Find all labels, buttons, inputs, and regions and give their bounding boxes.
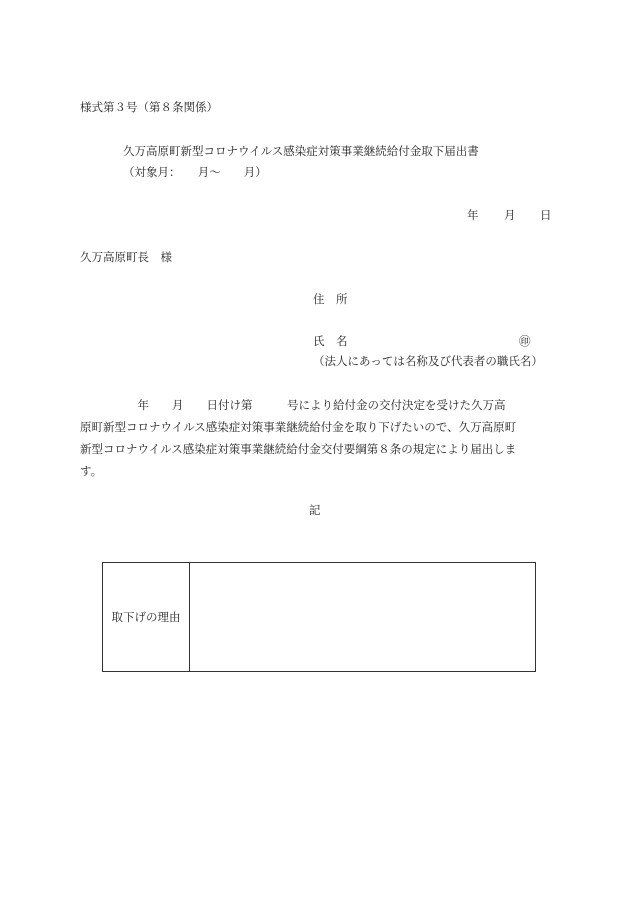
reason-label-cell bbox=[103, 563, 190, 671]
reason-label: 取下げの理由 bbox=[111, 610, 181, 624]
body-paragraph bbox=[80, 394, 550, 482]
name-note: （法人にあっては名称及び代表者の職氏名） bbox=[313, 354, 543, 368]
document-title: 久万高原町新型コロナウイルス感染症対策事業継続給付金取下届出書 bbox=[123, 144, 479, 158]
ki-heading: 記 bbox=[309, 503, 321, 517]
body-line: 年 月 日付け第 号により給付金の交付決定を受けた久万高 bbox=[80, 398, 506, 412]
reason-table bbox=[102, 562, 536, 672]
address-label: 住 所 bbox=[313, 292, 348, 306]
reason-value-cell[interactable] bbox=[190, 563, 535, 671]
form-number: 様式第３号（第８条関係） bbox=[80, 100, 218, 114]
body-line: 新型コロナウイルス感染症対策事業継続給付金交付要綱第８条の規定により届出しま bbox=[80, 442, 517, 456]
date-day-label: 日 bbox=[540, 208, 552, 222]
date-year-label: 年 bbox=[467, 208, 479, 222]
body-line: 原町新型コロナウイルス感染症対策事業継続給付金を取り下げたいので、久万高原町 bbox=[80, 420, 517, 434]
date-month-label: 月 bbox=[504, 208, 516, 222]
body-line: す。 bbox=[80, 464, 103, 478]
addressee: 久万高原町長 様 bbox=[80, 250, 172, 264]
seal-mark: ㊞ bbox=[519, 334, 531, 348]
name-label: 氏 名 bbox=[313, 334, 348, 348]
target-month-line: （対象月： 月～ 月） bbox=[123, 165, 267, 179]
